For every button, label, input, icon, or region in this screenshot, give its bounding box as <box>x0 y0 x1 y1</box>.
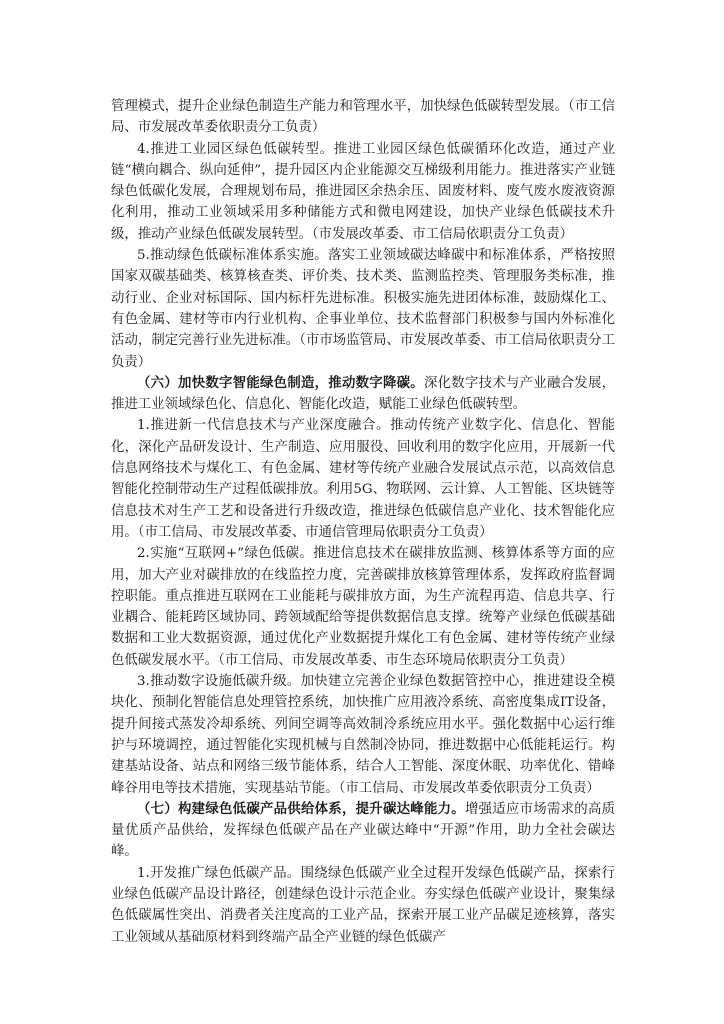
section-six-text: 深化数字技术与产业融合发展，推进工业领域绿色化、信息化、智能化改造，赋能工业绿色低碳转型。 <box>111 375 616 413</box>
paragraph-industrial-park: 4.推进工业园区绿色低碳转型。推进工业园区绿色低碳循环化改造，通过产业链“横向耦合、纵向延伸”，提升园区内企业能源交互梯级利用能力。推进落实产业链绿色低碳化发展，合理规划布局，推进园区余热余压、固废材料、废气废水废液资源化利用，推动工业领域采用多种储能方式和微电网建设，加快产业绿色低碳技术升级，推动产业绿色低碳发展转型。（市发展改革委、市工信局依职责分工负责） <box>111 141 615 242</box>
paragraph-green-products: 1.开发推广绿色低碳产品。围绕绿色低碳产业全过程开发绿色低碳产品，探索行业绿色低碳产品设计路径，创建绿色设计示范企业。夯实绿色低碳产业设计，聚集绿色低碳属性突出、消费者关注度高的工业产品，探索开展工业产品碳足迹核算，落实工业领域从基础原材料到终端产品全产业链的绿色低碳产 <box>111 865 615 945</box>
section-seven-text: 增强适应市场需求的高质量优质产品供给，发挥绿色低碳产品在产业碳达峰中“开源”作用，助力全社会碳达峰。 <box>111 801 616 860</box>
document-body <box>111 96 615 948</box>
paragraph-internet-plus: 2.实施“互联网+”绿色低碳。推进信息技术在碳排放监测、核算体系等方面的应用，加大产业对碳排放的在线监控力度，完善碳排放核算管理体系，发挥政府监督调控职能。重点推进互联网在工业能耗与碳排放方面，为生产流程再造、信息共享、行业耦合、能耗跨区域协同、跨领域配给等提供数据信息支撑。统筹产业绿色低碳基础数据和工业大数据资源，通过优化产业数据提升煤化工有色金属、建材等传统产业绿色低碳发展水平。（市工信局、市发展改革委、市生态环境局依职责分工负责） <box>111 546 615 668</box>
paragraph-digital-facilities: 3.推动数字设施低碳升级。加快建立完善企业绿色数据管控中心，推进建设全模块化、预制化智能信息处理管控系统，加快推广应用液冷系统、高密度集成IT设备，提升间接式蒸发冷却系统、列间空调等高效制冷系统应用水平。强化数据中心运行维护与环境调控，通过智能化实现机械与自然制冷协同，推进数据中心低能耗运行。构建基站设备、站点和网络三级节能体系，结合人工智能、深度休眠、功率优化、错峰峰谷用电等技术措施，实现基站节能。（市工信局、市发展改革委依职责分工负责） <box>111 674 615 796</box>
paragraph-continuation: 管理模式，提升企业绿色制造生产能力和管理水平，加快绿色低碳转型发展。（市工信局、市发展改革委依职责分工负责） <box>111 99 615 136</box>
paragraph-standards-system: 5.推动绿色低碳标准体系实施。落实工业领域碳达峰碳中和标准体系，严格按照国家双碳基础类、核算核查类、评价类、技术类、监测监控类、管理服务类标准，推动行业、企业对标国际、国内标杆先进标准。积极实施先进团体标准，鼓励煤化工、有色金属、建材等市内行业机构、企事业单位、技术监督部门积极参与国内外标准化活动，制定完善行业先进标准。（市市场监管局、市发展改革委、市工信局依职责分工负责） <box>111 248 615 370</box>
section-seven-heading: （七）构建绿色低碳产品供给体系，提升碳达峰能力。 <box>137 800 465 817</box>
section-six-heading: （六）加快数字智能绿色制造，推动数字降碳。 <box>137 374 424 391</box>
paragraph-it-integration: 1.推进新一代信息技术与产业深度融合。推动传统产业数字化、信息化、智能化，深化产品研发设计、生产制造、应用服役、回收利用的数字化应用，开展新一代信息网络技术与煤化工、有色金属、建材等传统产业融合发展试点示范，以高效信息智能化控制带动生产过程低碳排放。利用5G、物联网、云计算、人工智能、区块链等信息技术对生产工艺和设备进行升级改造，推进绿色低碳信息产业化、技术智能化应用。（市工信局、市发展改革委、市通信管理局依职责分工负责） <box>111 418 615 540</box>
section-six <box>111 373 615 416</box>
section-seven <box>111 799 615 863</box>
